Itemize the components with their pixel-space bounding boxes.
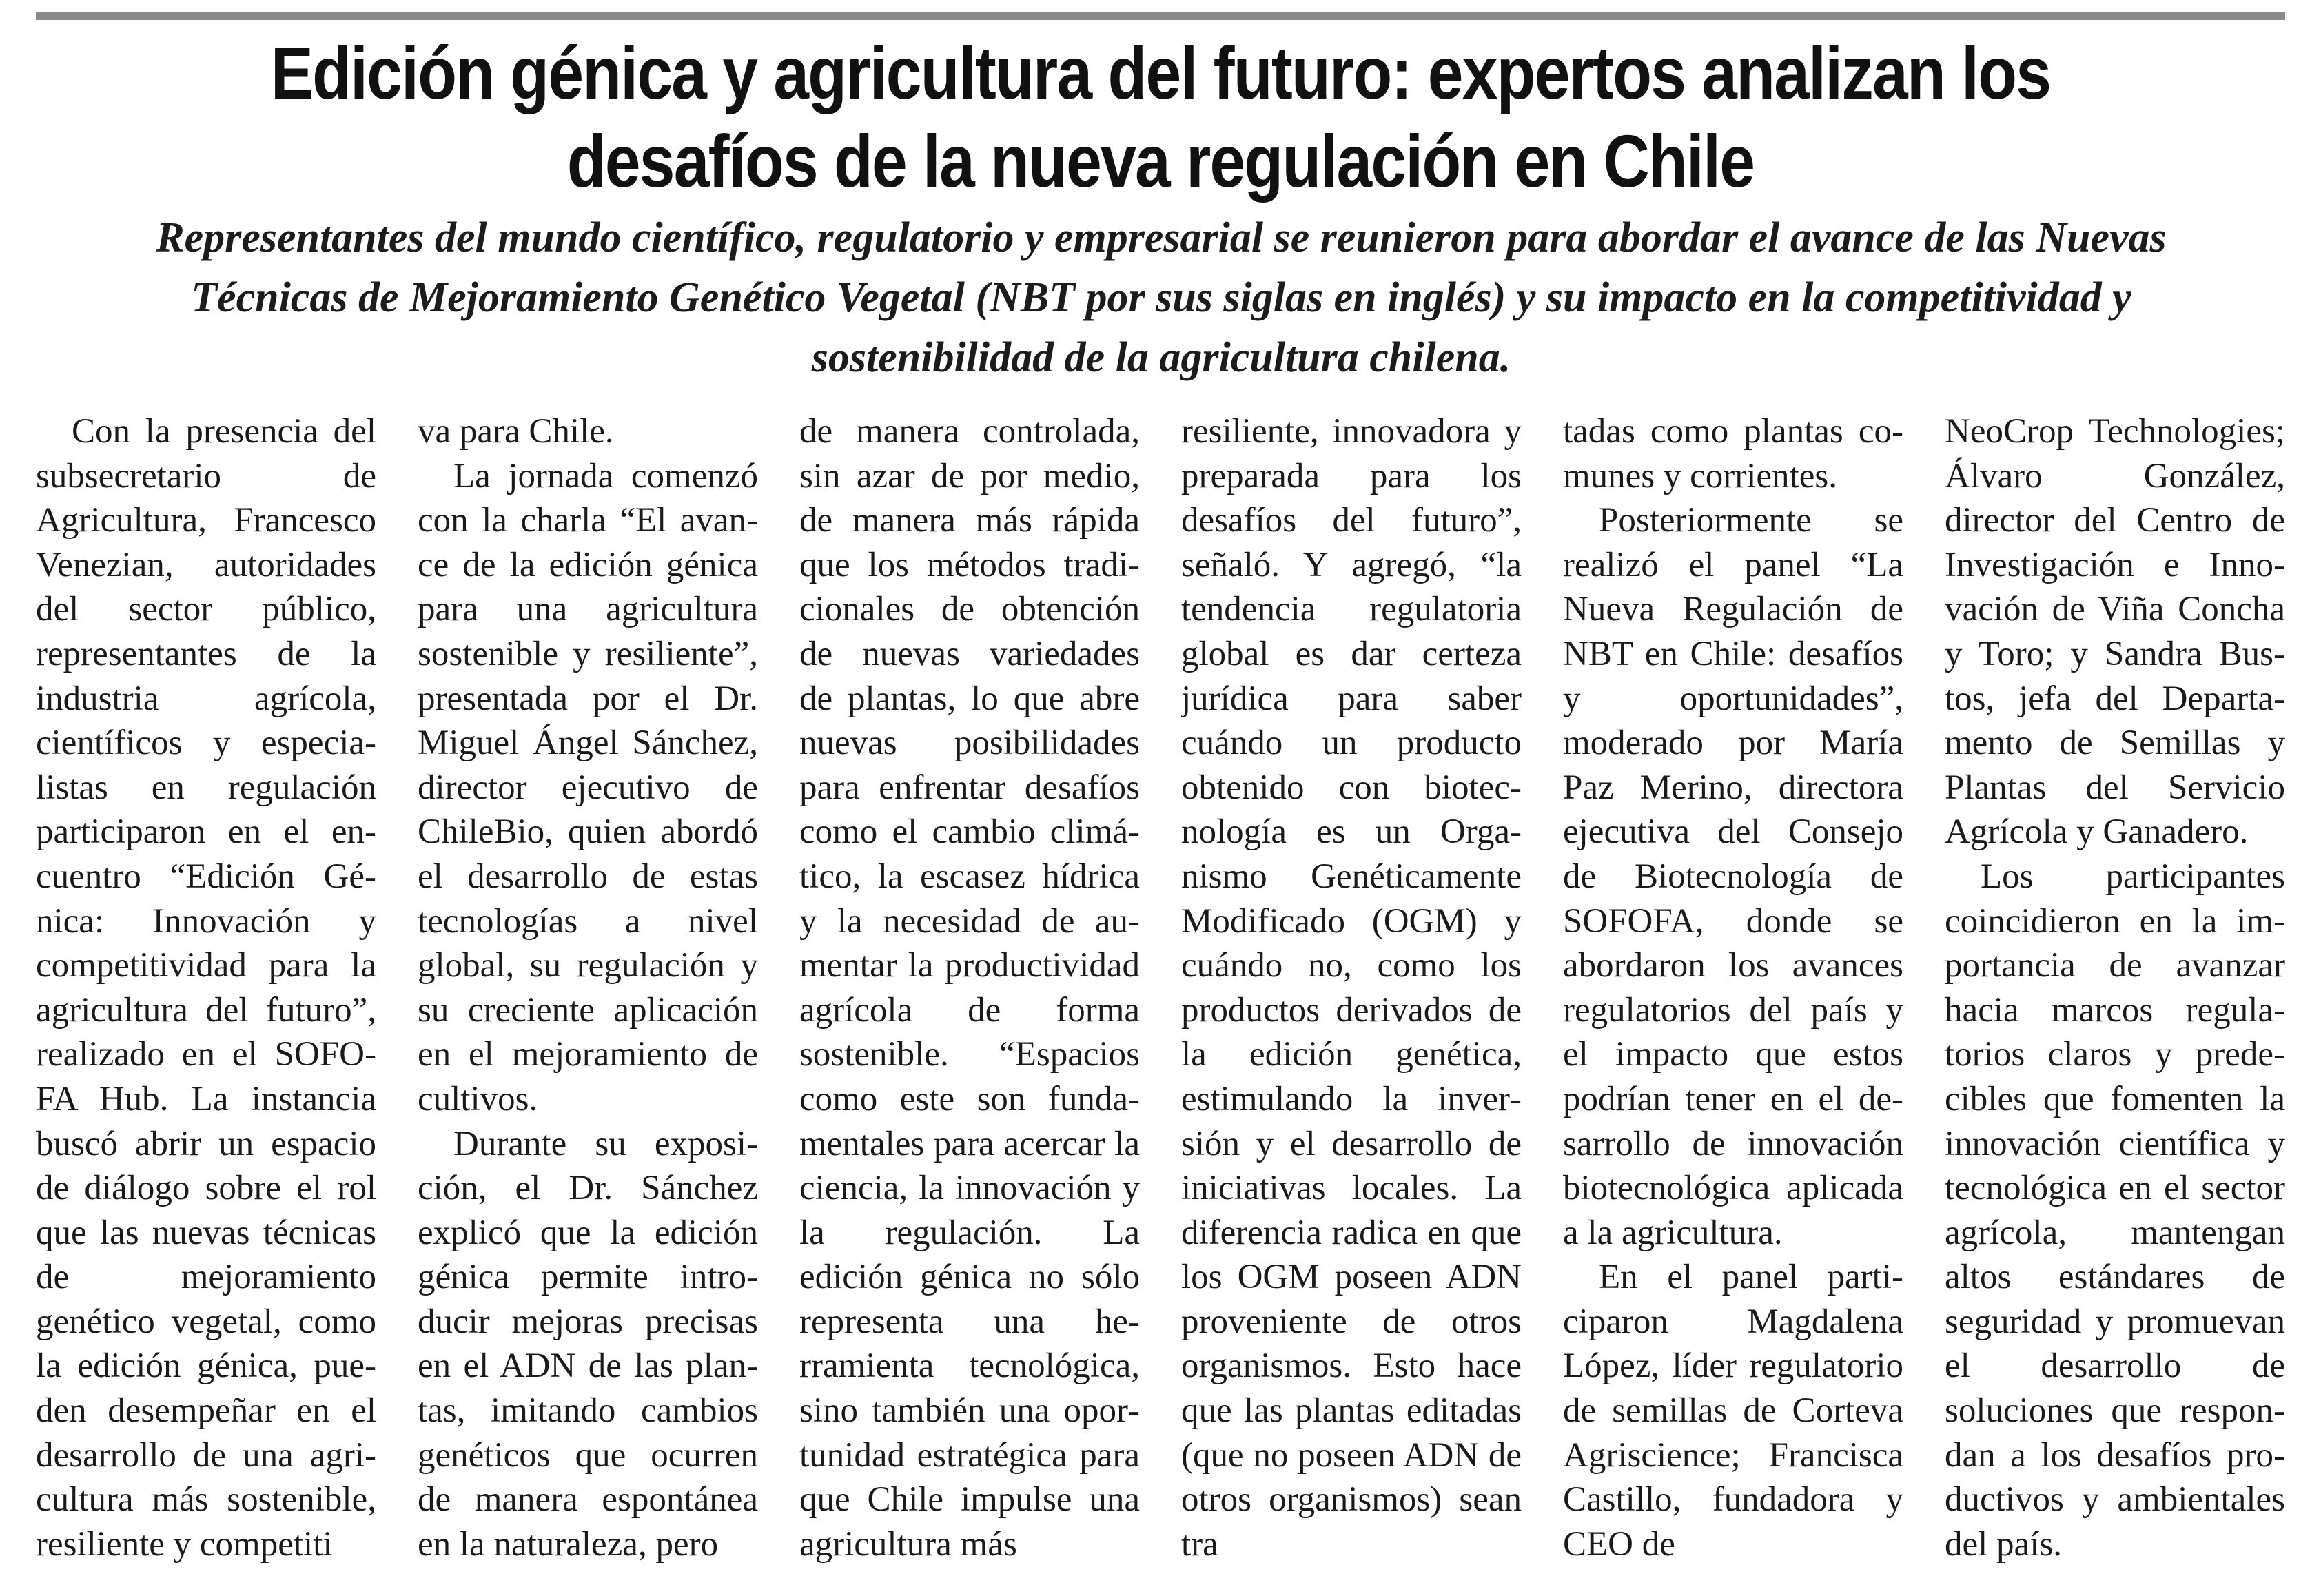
- article-column-5: tadas como plantas comunes y corrientes. Posteriormente se realizó el panel “La Nueva Regulación de NBT en Chile: desafíos y oportunidades”, moderado por María Paz Merino, directora ejecutiva del Consejo de Biotecnología de SOFOFA, donde se abordaron los avances regulatorios del país y el impacto que estos podrían tener en el desarrollo de innovación biotecnológica aplicada a la agricultura. En el panel participaron Magdalena López, líder regulatorio de semillas de Corteva Agriscience; Francisca Castillo, fundadora y CEO de: [1563, 412, 1903, 1564]
- article-headline: Edición génica y agricultura del futuro: expertos analizan los desafíos de la nueva regulación en Chile: [270, 31, 2051, 203]
- article-column-6: NeoCrop Technologies; Álvaro González, director del Centro de Investigación e Innovación de Viña Concha y Toro; y Sandra Bustos, jefa del Departamento de Semillas y Plantas del Servicio Agrícola y Ganadero. Los participantes coincidieron en la importancia de avanzar hacia marcos regulatorios claros y predecibles que fomenten la innovación científica y tecnológica en el sector agrícola, mantengan altos estándares de seguridad y promuevan el desarrollo de soluciones que respondan a los desafíos productivos y ambientales del país.: [1945, 412, 2285, 1564]
- article-column-2: va para Chile. La jornada comenzó con la charla “El avance de la edición génica para una agricultura sostenible y resiliente”, presentada por el Dr. Miguel Ángel Sánchez, director ejecutivo de ChileBio, quien abordó el desarrollo de estas tecnologías a nivel global, su regulación y su creciente aplicación en el mejoramiento de cultivos. Durante su exposición, el Dr. Sánchez explicó que la edición génica permite introducir mejoras precisas en el ADN de las plantas, imitando cambios genéticos que ocurren de manera espontánea en la naturaleza, pero: [418, 412, 758, 1564]
- article-column-4: resiliente, innovadora y preparada para los desafíos del futuro”, señaló. Y agregó, “la tendencia regulatoria global es dar certeza jurídica para saber cuándo un producto obtenido con biotecnología es un Organismo Genéticamente Modificado (OGM) y cuándo no, como los productos derivados de la edición genética, estimulando la inversión y el desarrollo de iniciativas locales. La diferencia radica en que los OGM poseen ADN proveniente de otros organismos. Esto hace que las plantas editadas (que no poseen ADN de otros organismos) sean tra: [1181, 412, 1522, 1564]
- article-subheadline: Representantes del mundo científico, regulatorio y empresarial se reunieron para abordar el avance de las Nuevas Técnicas de Mejoramiento Genético Vegetal (NBT por sus siglas en inglés) y su impacto en la competitividad y sostenibilidad de la agricultura chilena.: [156, 214, 2167, 381]
- article-column-1: Con la presencia del subsecretario de Agricultura, Francesco Venezian, autoridades del sector público, representantes de la industria agrícola, científicos y especialistas en regulación participaron en el encuentro “Edición Génica: Innovación y competitividad para la agricultura del futuro”, realizado en el SOFOFA Hub. La instancia buscó abrir un espacio de diálogo sobre el rol que las nuevas técnicas de mejoramiento genético vegetal, como la edición génica, pueden desempeñar en el desarrollo de una agricultura más sostenible, resiliente y competiti: [36, 412, 376, 1564]
- top-rule: [36, 12, 2285, 20]
- article-body: [36, 409, 2285, 1581]
- article-column-3: de manera controlada, sin azar de por medio, de manera más rápida que los métodos tradicionales de obtención de nuevas variedades de plantas, lo que abre nuevas posibilidades para enfrentar desafíos como el cambio climático, la escasez hídrica y la necesidad de aumentar la productividad agrícola de forma sostenible. “Espacios como este son fundamentales para acercar la ciencia, la innovación y la regulación. La edición génica no sólo representa una herramienta tecnológica, sino también una oportunidad estratégica para que Chile impulse una agricultura más: [799, 412, 1140, 1564]
